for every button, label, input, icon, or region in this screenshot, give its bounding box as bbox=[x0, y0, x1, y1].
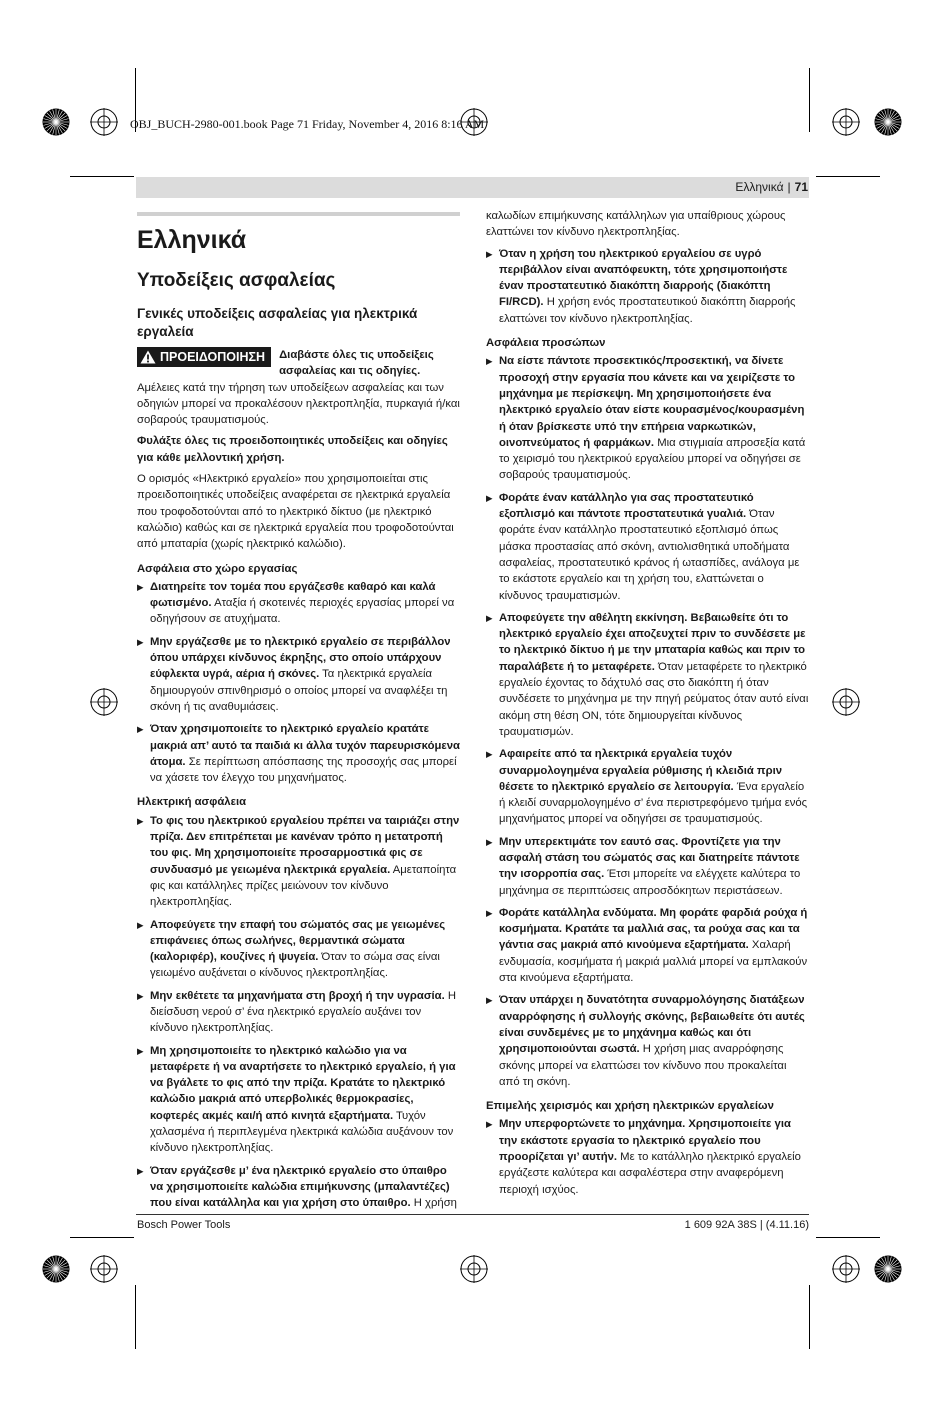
item-text: Η χρήση ενός προστατευτικού διακόπτη διαρροής ελαττώνει τον κίνδυνο ηλεκτροπληξίας. bbox=[499, 296, 796, 325]
item-text: Σε περίπτωση απόσπασης της προσοχής σας μπορεί να χάσετε τον έλεγχο του μηχανήματος. bbox=[150, 755, 457, 785]
item-bold: Όταν υπάρχει η δυνατότητα συναρμολόγησης διατάξεων αναρρόφησης ή συλλογής σκόνης, βεβαιωθείτε ότι αυτές είναι συνδεμένες με το μηχάνημα καθώς και ότι χρησιμοποιούνται σωστά. bbox=[499, 994, 805, 1056]
item-text: Μια στιγμιαία απροσεξία κατά το χειρισμό του ηλεκτρικού εργαλείου μπορεί να οδηγήσει σε σοβαρούς τραυματισμούς. bbox=[499, 436, 806, 482]
top-rule bbox=[137, 212, 460, 216]
header-section: Ελληνικά bbox=[735, 180, 784, 194]
definition-paragraph: Ο ορισμός «Ηλεκτρικό εργαλείο» που χρησιμοποιείται στις προειδοποιητικές υποδείξεις αναφέρεται σε ηλεκτρικά εργαλεία που τροφοδοτούνται από το ηλεκτρικό δίκτυο (με ηλεκτρικό καλώδιο) καθώς και σε ηλεκτρικά εργαλεία που τροφοδοτούνται από μπαταρία (χωρίς ηλεκτρικό καλώδιο). bbox=[137, 473, 454, 551]
item-text: Όταν φοράτε έναν κατάλληλο προστατευτικό εξοπλισμό όπως μάσκα προστασίας από σκόνη, αντιολισθητικά υποδήματα ασφαλείας, προστατευτικό κράνος ή ωτασπίδες, ανάλογα με το εκάστοτε εργαλείο και τη χρήση του, ελαττώνεται ο κίνδυνος τραυματισμών. bbox=[499, 508, 800, 602]
care-list bbox=[486, 1116, 809, 1197]
left-column bbox=[137, 208, 460, 1218]
crosshair-mark-icon bbox=[460, 1255, 488, 1283]
item-text: Η χρήση μιας αναρρόφησης σκόνης μπορεί να ελαττώσει τον κίνδυνο που προκαλείται από τη σκόνη. bbox=[499, 1043, 787, 1088]
list-item bbox=[486, 490, 809, 604]
warning-triangle-icon bbox=[140, 350, 156, 364]
item-bold: Μην εργάζεσθε με το ηλεκτρικό εργαλείο σε περιβάλλον όπου υπάρχει κίνδυνος έκρηξης, στο οποίο υπάρχουν εύφλεκτα υγρά, αέρια ή σκόνες. bbox=[150, 635, 451, 681]
crop-mark bbox=[135, 1285, 136, 1349]
list-item bbox=[137, 813, 460, 911]
right-column bbox=[486, 208, 809, 1204]
electrical-list bbox=[137, 813, 460, 1212]
item-bold: Φοράτε κατάλληλα ενδύματα. Μη φοράτε φαρδιά ρούχα ή κοσμήματα. Κρατάτε τα μαλλιά σας, τα ρούχα σας και τα γάντια σας μακριά από κινούμενα εξαρτήματα. bbox=[499, 906, 808, 952]
list-item bbox=[486, 834, 809, 899]
item-bold: Όταν χρησιμοποιείτε το ηλεκτρικό εργαλείο κρατάτε μακριά απ’ αυτό τα παιδιά κι άλλα τυχόν παρευρισκόμενα άτομα. bbox=[150, 723, 460, 768]
list-item bbox=[137, 579, 460, 628]
heading-personal: Ασφάλεια προσώπων bbox=[486, 337, 606, 350]
footer-code: 1 609 92A 38S | (4.11.16) bbox=[684, 1219, 809, 1231]
item-text: Όταν μεταφέρετε το ηλεκτρικό εργαλείο έχοντας το δάχτυλό σας στο διακόπτη ή όταν συνδέσετε το μηχάνημα με την πηγή ρεύματος όταν αυτό είναι ακόμη στη θέση ON, τότε δημιουργείται κίνδυνος τραυματισμών. bbox=[499, 660, 809, 738]
crop-mark bbox=[816, 176, 880, 177]
crosshair-mark-icon bbox=[90, 108, 118, 136]
item-bold: Όταν η χρήση του ηλεκτρικού εργαλείου σε υγρό περιβάλλον είναι αναπόφευκτη, τότε χρησιμοποιήστε έναν προστατευτικό διακόπτη διαρροής (διακόπτη FI/RCD). bbox=[499, 247, 788, 309]
warning-block bbox=[137, 347, 460, 380]
list-item bbox=[137, 988, 460, 1037]
crosshair-mark-icon bbox=[832, 688, 860, 716]
list-item bbox=[486, 353, 809, 483]
heading-care: Επιμελής χειρισμός και χρήση ηλεκτρικών εργαλείων bbox=[486, 1100, 774, 1113]
crop-mark bbox=[816, 1237, 880, 1238]
item-bold: Αποφεύγετε την επαφή του σώματός σας με γειωμένες επιφάνειες όπως σωλήνες, θερμαντικά σώματα (καλοριφέρ), κουζίνες ή ψυγεία. bbox=[150, 918, 446, 964]
list-item bbox=[486, 610, 809, 740]
footer-rule bbox=[136, 1214, 809, 1215]
keep-instructions: Φυλάξτε όλες τις προειδοποιητικές υποδείξεις και οδηγίες για κάθε μελλοντική χρήση. bbox=[137, 435, 448, 464]
heading-safety: Υποδείξεις ασφαλείας bbox=[137, 270, 336, 291]
header-band bbox=[136, 177, 809, 198]
item-bold: Να είστε πάντοτε προσεκτικός/προσεκτική, να δίνετε προσοχή στην εργασία που κάνετε και να χειρίζεστε το μηχάνημα με περίσκεψη. Μη χρησιμοποιήσετε ένα ηλεκτρικό εργαλείο όταν είστε κουρασμένος/κουρασμένη ή όταν βρίσκεστε υπό την επήρεια ναρκωτικών, οινοπνεύματος ή φαρμάκων. bbox=[499, 355, 805, 449]
item-bold: Αφαιρείτε από τα ηλεκτρικά εργαλεία τυχόν συναρμολογημένα εργαλεία ρύθμισης ή κλειδιά πριν θέσετε το ηλεκτρικό εργαλείο σε λειτουργία. bbox=[499, 748, 782, 793]
list-item bbox=[486, 246, 809, 327]
item-bold: Μην υπερφορτώνετε το μηχάνημα. Χρησιμοποιείτε για την εκάστοτε εργασία το ηλεκτρικό εργαλείο που προορίζεται γι’ αυτήν. bbox=[499, 1118, 791, 1164]
item-text: Η χρήση bbox=[410, 1197, 457, 1210]
item-bold: Μη χρησιμοποιείτε το ηλεκτρικό καλώδιο για να μεταφέρετε ή να αναρτήσετε το ηλεκτρικό εργαλείο, ή για να βγάλετε το φις από την πρίζα. Κρατάτε το ηλεκτρικό καλώδιο μακριά από υπερβολικές θερμοκρασίες, κοφτερές ακμές και/ή από κινητά εξαρτήματα. bbox=[150, 1044, 456, 1122]
fi-list bbox=[486, 246, 809, 327]
item-bold: Διατηρείτε τον τομέα που εργάζεσθε καθαρό και καλά φωτισμένο. bbox=[150, 580, 436, 610]
item-text: Έτσι μπορείτε να ελέγχετε καλύτερα το μηχάνημα σε περιπτώσεις απροσδόκητων περιστάσεων. bbox=[499, 868, 801, 897]
registration-mark-icon bbox=[874, 1255, 902, 1283]
item-text: Ένα εργαλείο ή κλειδί συναρμολογημένο σ’ ένα περιστρεφόμενο τμήμα ενός μηχανήματος μπορεί να οδηγήσει σε τραυματισμούς. bbox=[499, 780, 808, 826]
item-text: Με το κατάλληλο ηλεκτρικό εργαλείο εργάζεστε καλύτερα και ασφαλέστερα στην αναφερόμενη περιοχή ισχύος. bbox=[499, 1151, 801, 1196]
crosshair-mark-icon bbox=[832, 108, 860, 136]
heading-electrical: Ηλεκτρική ασφάλεια bbox=[137, 796, 247, 809]
list-item bbox=[137, 1043, 460, 1157]
footer-brand: Bosch Power Tools bbox=[137, 1219, 231, 1231]
continuation-text: καλωδίων επιμήκυνσης κατάλληλων για υπαίθριους χώρους ελαττώνει τον κίνδυνο ηλεκτροπληξίας. bbox=[486, 210, 786, 239]
registration-mark-icon bbox=[42, 108, 70, 136]
item-text: Τα ηλεκτρικά εργαλεία δημιουργούν σπινθηρισμό ο οποίος μπορεί να αναφλέξει τη σκόνη ή τις αναθυμιάσεις. bbox=[150, 668, 448, 713]
list-item bbox=[486, 992, 809, 1090]
item-bold: Όταν εργάζεσθε μ’ ένα ηλεκτρικό εργαλείο στο ύπαιθρο να χρησιμοποιείτε καλώδια επιμήκυνσης (μπαλαντέζες) που είναι κατάλληλα και για χρήση στο ύπαιθρο. bbox=[150, 1164, 450, 1210]
list-item bbox=[486, 905, 809, 986]
crop-mark bbox=[70, 1237, 134, 1238]
crosshair-mark-icon bbox=[832, 1255, 860, 1283]
crosshair-mark-icon bbox=[90, 688, 118, 716]
crop-mark bbox=[809, 1285, 810, 1349]
warning-label bbox=[137, 347, 271, 367]
page-number: 71 bbox=[794, 180, 808, 194]
item-bold: Το φις του ηλεκτρικού εργαλείου πρέπει να ταιριάζει στην πρίζα. Δεν επιτρέπεται με κανέναν τρόπο η μετατροπή του φις. Μη χρησιμοποιείτε προσαρμοστικά φις σε συνδυασμό με γειωμένα ηλεκτρικά εργαλεία. bbox=[150, 814, 460, 876]
language-title: Ελληνικά bbox=[137, 226, 247, 254]
item-bold: Μην εκθέτετε τα μηχανήματα στη βροχή ή την υγρασία. bbox=[150, 989, 445, 1002]
item-text: Αταξία ή σκοτεινές περιοχές εργασίας μπορεί να οδηγήσουν σε ατυχήματα. bbox=[150, 597, 455, 626]
crop-mark bbox=[809, 68, 810, 132]
work-area-list bbox=[137, 579, 460, 787]
list-item bbox=[486, 746, 809, 827]
item-text: Η διείσδυση νερού σ’ ένα ηλεκτρικό εργαλείο αυξάνει τον κίνδυνο ηλεκτροπληξίας. bbox=[150, 989, 457, 1035]
warning-label-text: ΠΡΟΕΙΔΟΠΟΙΗΣΗ bbox=[160, 349, 266, 364]
crop-mark bbox=[70, 176, 134, 177]
list-item bbox=[137, 634, 460, 715]
list-item bbox=[137, 917, 460, 982]
running-header: Ελληνικά | 71 bbox=[735, 180, 808, 194]
item-bold: Φοράτε έναν κατάλληλο για σας προστατευτικό εξοπλισμό και πάντοτε προστατευτικά γυαλιά. bbox=[499, 491, 754, 521]
registration-mark-icon bbox=[42, 1255, 70, 1283]
item-text: Όταν το σώμα σας είναι γειωμένο αυξάνεται ο κίνδυνος ηλεκτροπληξίας. bbox=[150, 951, 440, 980]
item-bold: Μην υπερεκτιμάτε τον εαυτό σας. Φροντίζετε για την ασφαλή στάση του σώματός σας και διατηρείτε πάντοτε την ισορροπία σας. bbox=[499, 835, 800, 881]
heading-general-safety: Γενικές υποδείξεις ασφαλείας για ηλεκτρικά εργαλεία bbox=[137, 306, 418, 339]
crosshair-mark-icon bbox=[90, 1255, 118, 1283]
list-item bbox=[486, 1116, 809, 1197]
item-text: Χαλαρή ενδυμασία, κοσμήματα ή μακριά μαλλιά μπορεί να εμπλακούν στα κινούμενα εξαρτήματα. bbox=[499, 939, 808, 985]
registration-mark-icon bbox=[874, 108, 902, 136]
warning-text: Αμέλειες κατά την τήρηση των υποδείξεων ασφαλείας και των οδηγιών μπορεί να προκαλέσουν ηλεκτροπληξία, πυρκαγιά ή/και σοβαρούς τραυματισμούς. bbox=[137, 381, 460, 427]
list-item bbox=[137, 721, 460, 786]
item-text: Τυχόν χαλασμένα ή περιπλεγμένα ηλεκτρικά καλώδια αυξάνουν τον κίνδυνο ηλεκτροπληξίας. bbox=[150, 1109, 454, 1155]
book-info-line: OBJ_BUCH-2980-001.book Page 71 Friday, November 4, 2016 8:16 AM bbox=[130, 117, 485, 131]
heading-work-area: Ασφάλεια στο χώρο εργασίας bbox=[137, 562, 298, 575]
item-text: Αμεταποίητα φις και κατάλληλες πρίζες μειώνουν τον κίνδυνο ηλεκτροπληξίας. bbox=[150, 863, 457, 909]
warning-bold: Διαβάστε όλες τις υποδείξεις ασφαλείας και τις οδηγίες. bbox=[279, 349, 434, 378]
item-bold: Αποφεύγετε την αθέλητη εκκίνηση. Βεβαιωθείτε ότι το ηλεκτρικό εργαλείο έχει αποζευχτεί πριν το συνδέσετε με το ηλεκτρικό δίκτυο ή με την μπαταρία καθώς και πριν το παραλάβετε ή το μεταφέρετε. bbox=[499, 611, 806, 673]
personal-list bbox=[486, 353, 809, 1090]
list-item bbox=[137, 1163, 460, 1212]
